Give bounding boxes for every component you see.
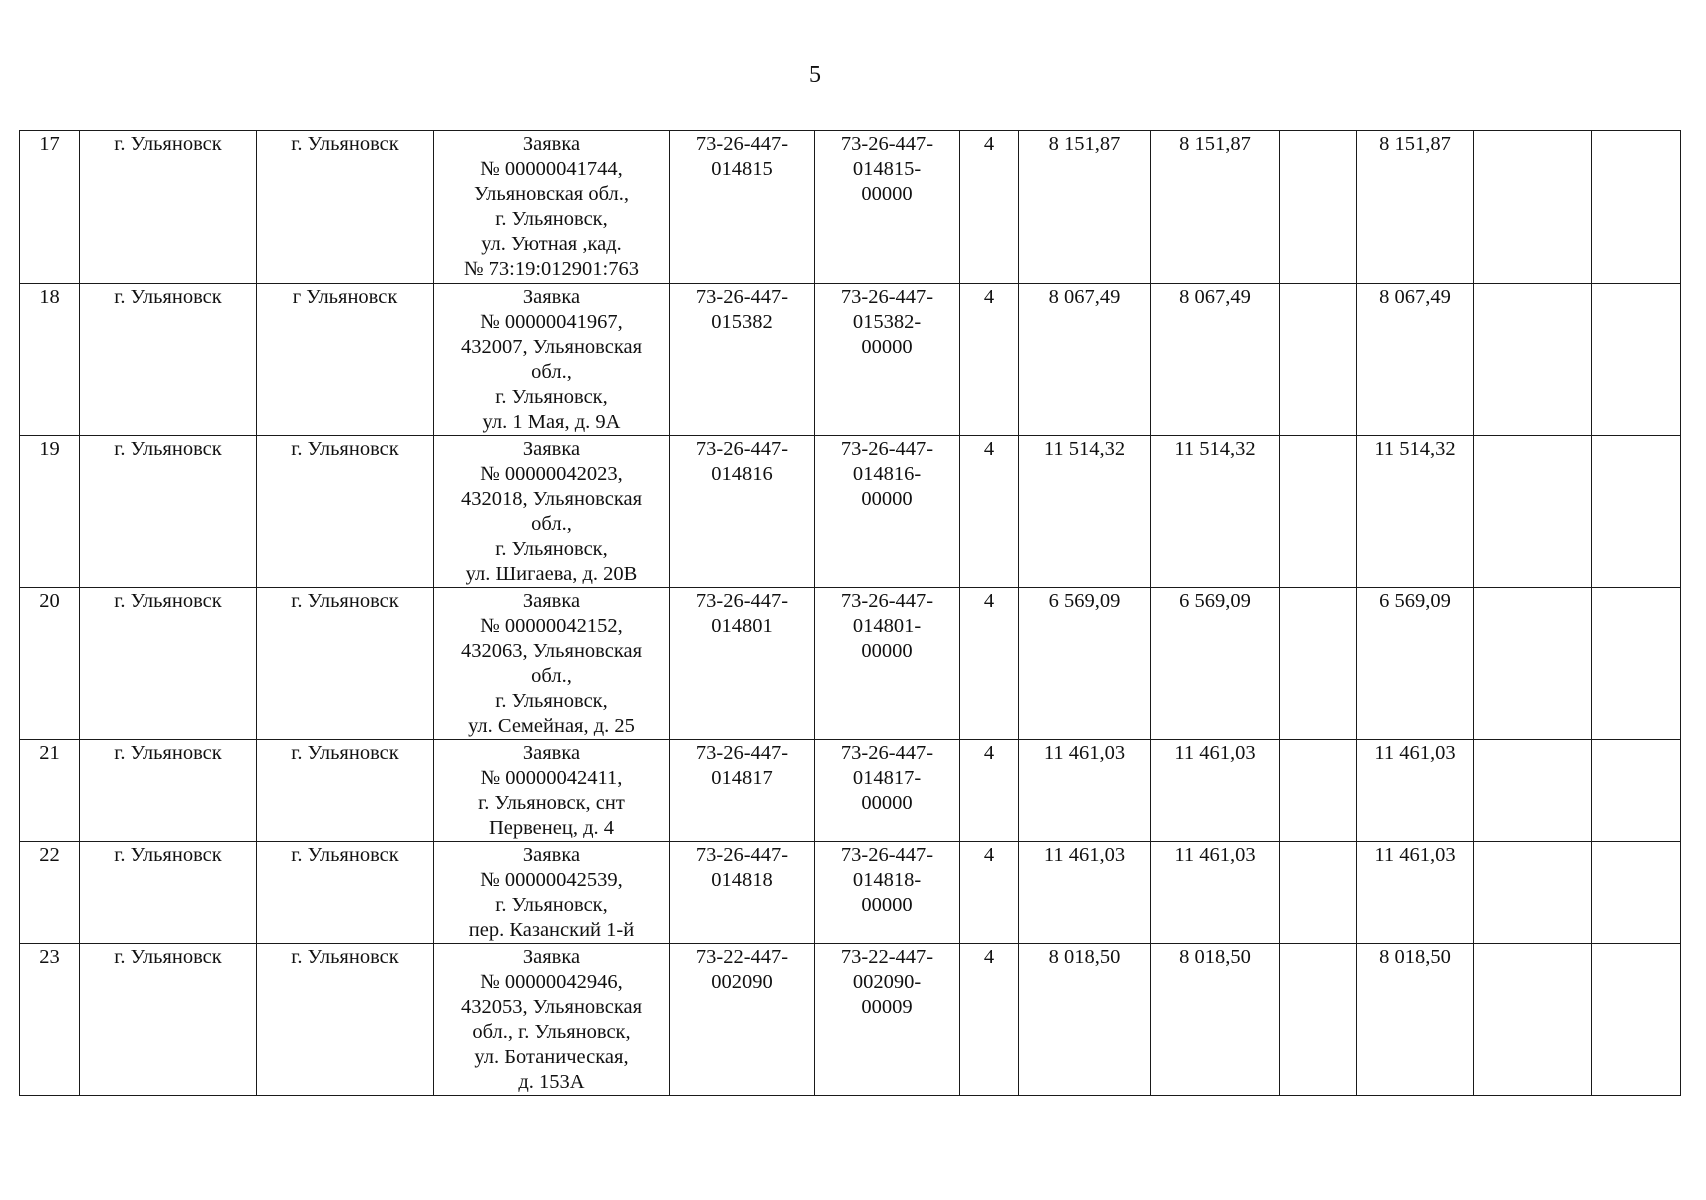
amount-cell: 8 067,49 xyxy=(1151,284,1280,436)
amount-cell: 11 461,03 xyxy=(1151,842,1280,944)
request-line: обл., xyxy=(531,665,572,687)
code-line: 73-26-447- xyxy=(840,133,934,155)
amount-cell: 8 067,49 xyxy=(1019,284,1151,436)
request-line: Заявка xyxy=(522,133,581,155)
request-address-cell xyxy=(434,740,670,842)
code-line: 00000 xyxy=(861,640,913,662)
request-line: д. 153А xyxy=(518,1071,585,1093)
empty-cell xyxy=(1474,436,1592,588)
request-line: № 00000042152, xyxy=(480,615,623,637)
row-number: 22 xyxy=(20,842,80,944)
amount-cell xyxy=(1280,131,1357,284)
full-code-cell xyxy=(815,944,960,1096)
locality-cell: г. Ульяновск xyxy=(80,944,257,1096)
request-line: Заявка xyxy=(522,286,581,308)
amount-cell xyxy=(1280,588,1357,740)
code-line: 002090- xyxy=(852,971,922,993)
empty-cell xyxy=(1592,436,1681,588)
empty-cell xyxy=(1592,284,1681,436)
code-line: 73-22-447- xyxy=(840,946,934,968)
amount-cell: 6 569,09 xyxy=(1019,588,1151,740)
amount-cell: 11 514,32 xyxy=(1019,436,1151,588)
amount-cell: 8 018,50 xyxy=(1019,944,1151,1096)
code-line: 014818- xyxy=(852,869,922,891)
request-address-cell xyxy=(434,842,670,944)
amount-cell: 8 151,87 xyxy=(1151,131,1280,284)
request-line: Первенец, д. 4 xyxy=(488,817,615,839)
amount-cell xyxy=(1280,842,1357,944)
request-address-cell xyxy=(434,284,670,436)
amount-cell: 6 569,09 xyxy=(1357,588,1474,740)
request-line: 432053, Ульяновская xyxy=(460,996,643,1018)
empty-cell xyxy=(1592,588,1681,740)
empty-cell xyxy=(1474,842,1592,944)
request-line: № 00000042946, xyxy=(480,971,623,993)
table-row xyxy=(20,842,1681,944)
request-line: пер. Казанский 1-й xyxy=(468,919,635,941)
empty-cell xyxy=(1474,944,1592,1096)
full-code-cell xyxy=(815,740,960,842)
request-line: обл., г. Ульяновск, xyxy=(472,1021,631,1043)
request-line: № 00000041967, xyxy=(480,311,623,333)
empty-cell xyxy=(1592,944,1681,1096)
request-line: Заявка xyxy=(522,438,581,460)
table-row xyxy=(20,740,1681,842)
request-line: ул. Семейная, д. 25 xyxy=(468,715,635,737)
empty-cell xyxy=(1592,842,1681,944)
request-address-cell xyxy=(434,436,670,588)
code-line: 00000 xyxy=(861,792,913,814)
request-line: № 00000042411, xyxy=(480,767,623,789)
category-cell: 4 xyxy=(960,436,1019,588)
locality-cell: г. Ульяновск xyxy=(80,740,257,842)
code-line: 014817 xyxy=(711,767,773,789)
code-line: 014818 xyxy=(711,869,773,891)
category-cell: 4 xyxy=(960,284,1019,436)
code-line: 014817- xyxy=(852,767,922,789)
category-cell: 4 xyxy=(960,588,1019,740)
code-line: 73-26-447- xyxy=(695,742,789,764)
request-line: Заявка xyxy=(522,844,581,866)
request-line: г. Ульяновск, снт xyxy=(478,792,625,814)
table-row xyxy=(20,588,1681,740)
amount-cell: 11 514,32 xyxy=(1151,436,1280,588)
category-cell: 4 xyxy=(960,740,1019,842)
code-line: 00000 xyxy=(861,336,913,358)
code-line: 73-22-447- xyxy=(695,946,789,968)
request-address-cell xyxy=(434,588,670,740)
full-code-cell xyxy=(815,284,960,436)
amount-cell xyxy=(1280,740,1357,842)
request-line: № 00000042539, xyxy=(480,869,623,891)
code-line: 73-26-447- xyxy=(840,742,934,764)
request-line: 432007, Ульяновская xyxy=(460,336,643,358)
code-cell xyxy=(670,436,815,588)
amount-cell: 11 461,03 xyxy=(1357,842,1474,944)
code-line: 014816- xyxy=(852,463,922,485)
table-row xyxy=(20,131,1681,284)
code-cell xyxy=(670,842,815,944)
code-line: 73-26-447- xyxy=(695,590,789,612)
empty-cell xyxy=(1474,740,1592,842)
request-line: ул. Шигаева, д. 20В xyxy=(465,563,638,585)
code-line: 014816 xyxy=(711,463,773,485)
request-line: № 73:19:012901:763 xyxy=(463,258,640,280)
locality-cell: г. Ульяновск xyxy=(80,284,257,436)
code-line: 014815 xyxy=(711,158,773,180)
category-cell: 4 xyxy=(960,944,1019,1096)
registry-table xyxy=(19,130,1681,1096)
full-code-cell xyxy=(815,842,960,944)
code-line: 00009 xyxy=(861,996,913,1018)
locality-cell: г. Ульяновск xyxy=(80,436,257,588)
code-line: 73-26-447- xyxy=(695,286,789,308)
code-line: 73-26-447- xyxy=(695,844,789,866)
code-line: 014801- xyxy=(852,615,922,637)
locality-cell: г. Ульяновск xyxy=(80,588,257,740)
settlement-cell: г. Ульяновск xyxy=(257,131,434,284)
code-line: 00000 xyxy=(861,488,913,510)
request-line: ул. 1 Мая, д. 9А xyxy=(482,411,621,433)
locality-cell: г. Ульяновск xyxy=(80,842,257,944)
code-line: 00000 xyxy=(861,894,913,916)
settlement-cell: г. Ульяновск xyxy=(257,842,434,944)
amount-cell: 11 461,03 xyxy=(1019,842,1151,944)
code-line: 015382- xyxy=(852,311,922,333)
code-line: 00000 xyxy=(861,183,913,205)
settlement-cell: г. Ульяновск xyxy=(257,944,434,1096)
table-row xyxy=(20,944,1681,1096)
request-line: 432063, Ульяновская xyxy=(460,640,643,662)
row-number: 19 xyxy=(20,436,80,588)
code-line: 014815- xyxy=(852,158,922,180)
empty-cell xyxy=(1474,588,1592,740)
row-number: 23 xyxy=(20,944,80,1096)
request-line: г. Ульяновск, xyxy=(495,386,608,408)
amount-cell: 11 461,03 xyxy=(1151,740,1280,842)
code-line: 73-26-447- xyxy=(840,286,934,308)
row-number: 18 xyxy=(20,284,80,436)
amount-cell: 8 151,87 xyxy=(1357,131,1474,284)
amount-cell xyxy=(1280,284,1357,436)
request-line: Заявка xyxy=(522,946,581,968)
request-line: г. Ульяновск, xyxy=(495,538,608,560)
amount-cell: 11 461,03 xyxy=(1357,740,1474,842)
amount-cell xyxy=(1280,944,1357,1096)
code-line: 73-26-447- xyxy=(840,438,934,460)
table-row xyxy=(20,284,1681,436)
settlement-cell: г. Ульяновск xyxy=(257,588,434,740)
code-cell xyxy=(670,131,815,284)
row-number: 20 xyxy=(20,588,80,740)
settlement-cell: г Ульяновск xyxy=(257,284,434,436)
table-row xyxy=(20,436,1681,588)
full-code-cell xyxy=(815,588,960,740)
page-number: 5 xyxy=(809,62,821,88)
request-line: Заявка xyxy=(522,590,581,612)
empty-cell xyxy=(1474,284,1592,436)
request-line: № 00000041744, xyxy=(480,158,623,180)
request-line: г. Ульяновск, xyxy=(495,894,608,916)
category-cell: 4 xyxy=(960,842,1019,944)
code-line: 73-26-447- xyxy=(695,438,789,460)
request-line: г. Ульяновск, xyxy=(495,690,608,712)
empty-cell xyxy=(1592,740,1681,842)
amount-cell: 8 018,50 xyxy=(1357,944,1474,1096)
code-line: 73-26-447- xyxy=(840,844,934,866)
empty-cell xyxy=(1592,131,1681,284)
code-line: 73-26-447- xyxy=(840,590,934,612)
amount-cell xyxy=(1280,436,1357,588)
code-cell xyxy=(670,740,815,842)
request-line: ул. Уютная ,кад. xyxy=(481,233,622,255)
amount-cell: 11 461,03 xyxy=(1019,740,1151,842)
amount-cell: 8 151,87 xyxy=(1019,131,1151,284)
request-line: № 00000042023, xyxy=(480,463,623,485)
request-line: обл., xyxy=(531,513,572,535)
code-cell xyxy=(670,944,815,1096)
code-cell xyxy=(670,588,815,740)
request-line: ул. Ботаническая, xyxy=(474,1046,629,1068)
request-line: обл., xyxy=(531,361,572,383)
request-address-cell xyxy=(434,131,670,284)
row-number: 21 xyxy=(20,740,80,842)
full-code-cell xyxy=(815,131,960,284)
request-address-cell xyxy=(434,944,670,1096)
code-cell xyxy=(670,284,815,436)
code-line: 015382 xyxy=(711,311,773,333)
request-line: 432018, Ульяновская xyxy=(460,488,643,510)
code-line: 73-26-447- xyxy=(695,133,789,155)
request-line: Ульяновская обл., xyxy=(473,183,630,205)
code-line: 002090 xyxy=(711,971,773,993)
amount-cell: 6 569,09 xyxy=(1151,588,1280,740)
settlement-cell: г. Ульяновск xyxy=(257,740,434,842)
empty-cell xyxy=(1474,131,1592,284)
settlement-cell: г. Ульяновск xyxy=(257,436,434,588)
locality-cell: г. Ульяновск xyxy=(80,131,257,284)
row-number: 17 xyxy=(20,131,80,284)
amount-cell: 8 067,49 xyxy=(1357,284,1474,436)
code-line: 014801 xyxy=(711,615,773,637)
amount-cell: 11 514,32 xyxy=(1357,436,1474,588)
category-cell: 4 xyxy=(960,131,1019,284)
request-line: Заявка xyxy=(522,742,581,764)
request-line: г. Ульяновск, xyxy=(495,208,608,230)
full-code-cell xyxy=(815,436,960,588)
amount-cell: 8 018,50 xyxy=(1151,944,1280,1096)
